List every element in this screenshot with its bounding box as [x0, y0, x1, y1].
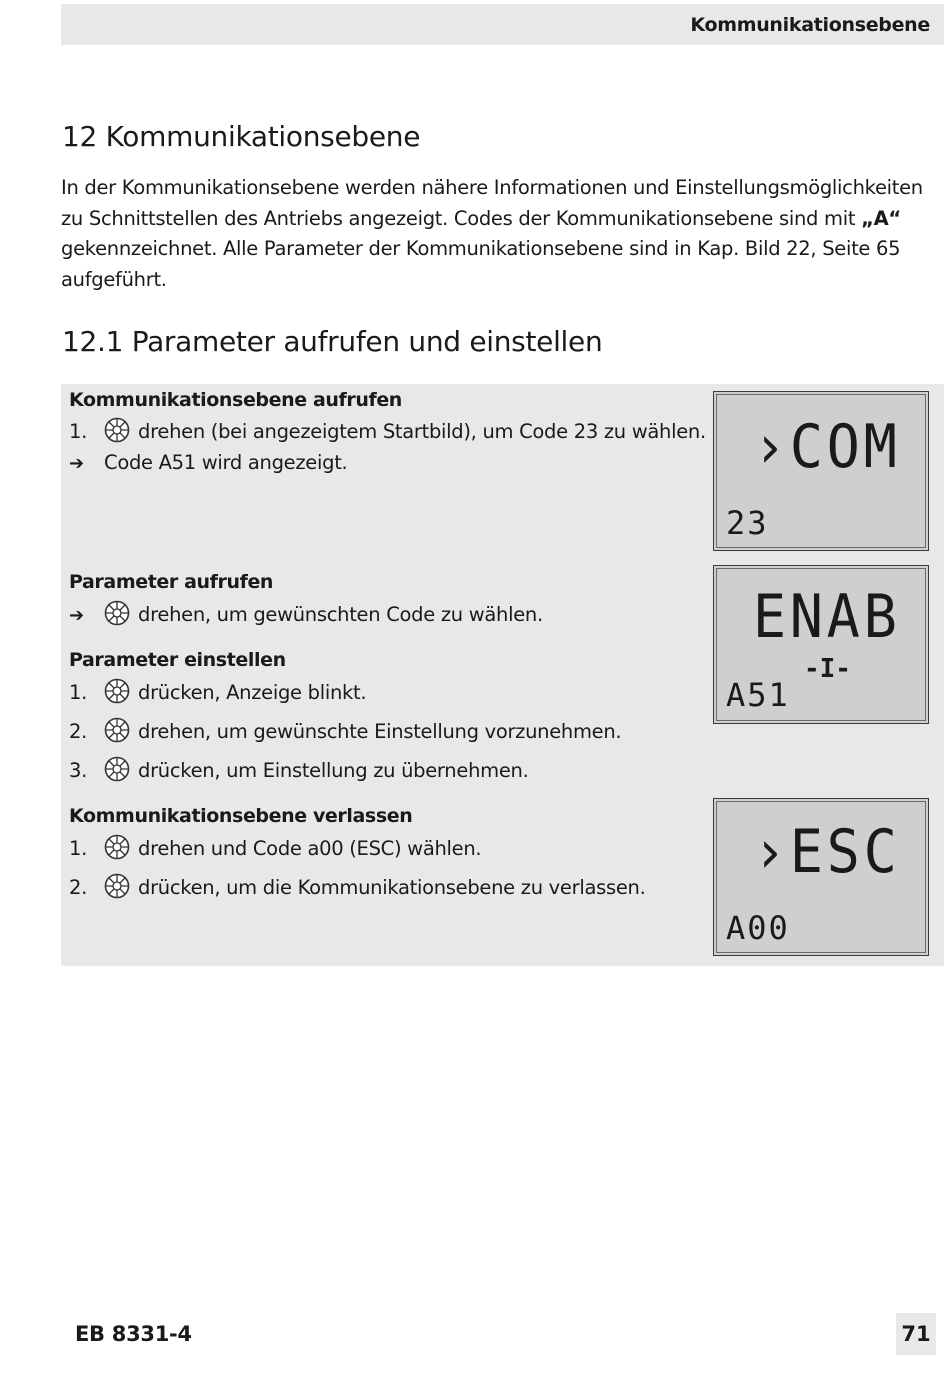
- step-text: drücken, Anzeige blinkt.: [138, 681, 367, 704]
- running-header-title: Kommunikationsebene: [690, 14, 930, 36]
- running-header: [61, 4, 944, 45]
- call-param-block: [69, 571, 709, 631]
- call-level-heading: Kommunikationsebene aufrufen: [69, 389, 402, 411]
- call-param-heading: Parameter aufrufen: [69, 571, 274, 593]
- rotary-pushbutton-icon: [104, 417, 130, 443]
- arrow-right-icon: ➔: [69, 453, 84, 474]
- lcd-sub-text: A00: [726, 909, 790, 947]
- intro-text-1: In der Kommunikationsebene werden nähere Informationen und Einstellungsmöglichkeiten zu Schnittstellen des Antriebs angezeigt. Codes der Kommunikationsebene sind mit: [61, 176, 923, 230]
- intro-paragraph: [61, 173, 945, 295]
- rotary-pushbutton-icon: [104, 756, 130, 782]
- lcd-indicator: -I-: [804, 654, 851, 684]
- set-param-heading: Parameter einstellen: [69, 649, 286, 671]
- result-text: Code A51 wird angezeigt.: [104, 451, 348, 474]
- lcd-display-enab: [713, 565, 929, 724]
- lcd-display-esc: [713, 798, 929, 956]
- rotary-pushbutton-icon: [104, 678, 130, 704]
- procedure-instructions: [61, 384, 711, 966]
- intro-text-2: gekennzeichnet. Alle Parameter der Kommunikationsebene sind in Kap. Bild 22, Seite 65 aufgeführt.: [61, 237, 901, 291]
- step-number: 3.: [69, 759, 88, 782]
- step-number: 1.: [69, 681, 88, 704]
- lcd-sub-text: 23: [726, 504, 769, 542]
- intro-code-mark: „A“: [861, 206, 901, 230]
- page-number-box: [896, 1313, 936, 1355]
- procedure-box: [61, 384, 944, 966]
- lcd-main-text: ENAB: [752, 582, 900, 652]
- rotary-pushbutton-icon: [104, 873, 130, 899]
- step-number: 1.: [69, 420, 88, 443]
- leave-level-step-1: [69, 833, 709, 864]
- step-number: 1.: [69, 837, 88, 860]
- set-param-step-1: [69, 677, 709, 708]
- leave-level-step-2: [69, 872, 709, 903]
- arrow-right-icon: ➔: [69, 605, 84, 626]
- document-id: EB 8331-4: [75, 1322, 192, 1346]
- step-text: drehen (bei angezeigtem Startbild), um Code 23 zu wählen.: [138, 420, 706, 443]
- leave-level-block: [69, 805, 709, 903]
- lcd-main-text: ›COM: [752, 412, 900, 482]
- call-level-result: [69, 447, 709, 479]
- call-param-result: [69, 599, 709, 631]
- result-text: drehen, um gewünschten Code zu wählen.: [138, 603, 543, 626]
- set-param-step-2: [69, 716, 709, 747]
- rotary-pushbutton-icon: [104, 834, 130, 860]
- page-number: 71: [901, 1322, 931, 1346]
- step-text: drehen, um gewünschte Einstellung vorzunehmen.: [138, 720, 622, 743]
- rotary-pushbutton-icon: [104, 600, 130, 626]
- lcd-main-text: ›ESC: [752, 817, 900, 887]
- step-number: 2.: [69, 876, 88, 899]
- call-level-block: [69, 389, 709, 479]
- set-param-step-3: [69, 755, 709, 786]
- step-text: drehen und Code a00 (ESC) wählen.: [138, 837, 482, 860]
- lcd-sub-text: A51: [726, 676, 790, 714]
- section-title: 12.1 Parameter aufrufen und einstellen: [62, 325, 603, 358]
- call-level-step-1: [69, 416, 709, 447]
- step-text: drücken, um Einstellung zu übernehmen.: [138, 759, 529, 782]
- rotary-pushbutton-icon: [104, 717, 130, 743]
- lcd-display-com: [713, 391, 929, 551]
- step-text: drücken, um die Kommunikationsebene zu verlassen.: [138, 876, 646, 899]
- step-number: 2.: [69, 720, 88, 743]
- chapter-title: 12 Kommunikationsebene: [62, 120, 421, 153]
- leave-level-heading: Kommunikationsebene verlassen: [69, 805, 413, 827]
- set-param-block: [69, 649, 709, 786]
